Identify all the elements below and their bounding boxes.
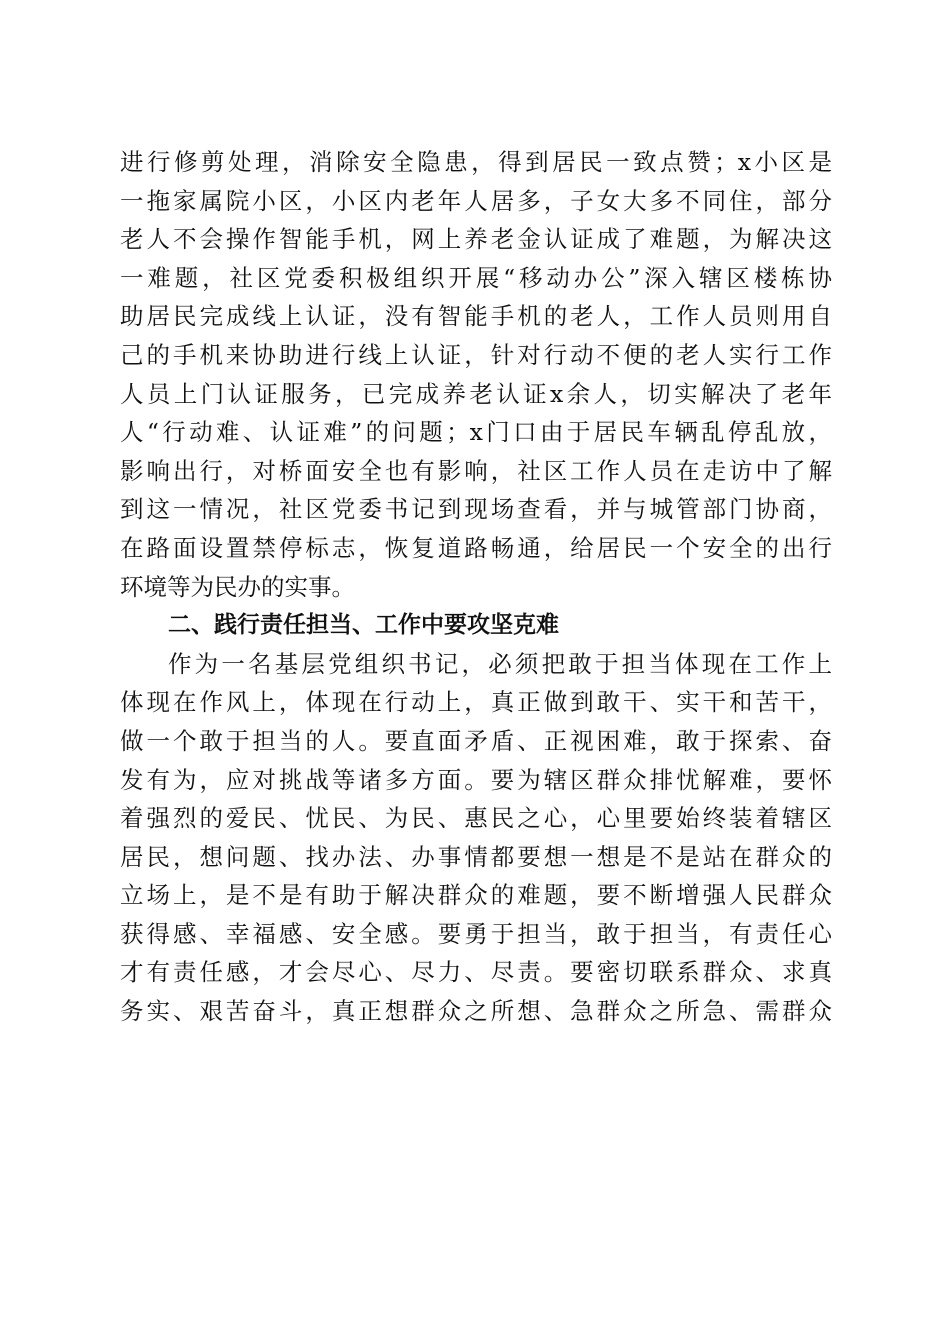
- paragraph-line: 环境等为民办的实事。: [120, 572, 355, 601]
- paragraph-line: 立场上，是不是有助于解决群众的难题，要不断增强人民群众: [120, 881, 832, 910]
- section-heading: 二、践行责任担当、工作中要攻坚克难: [168, 612, 559, 639]
- document-body: [120, 143, 832, 1031]
- paragraph-line: 进行修剪处理，消除安全隐患，得到居民一致点赞；x小区是: [120, 148, 832, 176]
- paragraph-line: 影响出行，对桥面安全也有影响，社区工作人员在走访中了解: [120, 456, 832, 485]
- paragraph-line: 到这一情况，社区党委书记到现场查看，并与城管部门协商，: [120, 495, 832, 524]
- paragraph-line: 才有责任感，才会尽心、尽力、尽责。要密切联系群众、求真: [120, 958, 832, 987]
- paragraph-line: 务实、艰苦奋斗，真正想群众之所想、急群众之所急、需群众: [120, 997, 832, 1026]
- paragraph-line: 人“行动难、认证难”的问题；x门口由于居民车辆乱停乱放，: [120, 418, 832, 447]
- paragraph-line: 获得感、幸福感、安全感。要勇于担当，敢于担当，有责任心: [120, 919, 832, 948]
- paragraph-line: 着强烈的爱民、忧民、为民、惠民之心，心里要始终装着辖区: [120, 804, 832, 833]
- paragraph-line: 在路面设置禁停标志，恢复道路畅通，给居民一个安全的出行: [120, 533, 832, 562]
- paragraph-line: 居民，想问题、找办法、办事情都要想一想是不是站在群众的: [120, 842, 832, 871]
- paragraph-line: 老人不会操作智能手机，网上养老金认证成了难题，为解决这: [120, 225, 832, 254]
- paragraph-line: 作为一名基层党组织书记，必须把敢于担当体现在工作上: [168, 649, 832, 678]
- paragraph-line: 体现在作风上，体现在行动上，真正做到敢干、实干和苦干，: [120, 688, 832, 717]
- paragraph-line: 发有为，应对挑战等诸多方面。要为辖区群众排忧解难，要怀: [120, 765, 832, 794]
- paragraph-line: 助居民完成线上认证，没有智能手机的老人，工作人员则用自: [120, 302, 832, 331]
- paragraph-line: 一难题，社区党委积极组织开展“移动办公”深入辖区楼栋协: [120, 263, 832, 292]
- paragraph-line: 做一个敢于担当的人。要直面矛盾、正视困难，敢于探索、奋: [120, 726, 832, 755]
- paragraph-line: 己的手机来协助进行线上认证，针对行动不便的老人实行工作: [120, 340, 832, 369]
- paragraph-line: 人员上门认证服务，已完成养老认证x余人，切实解决了老年: [120, 379, 832, 408]
- paragraph-line: 一拖家属院小区，小区内老年人居多，子女大多不同住，部分: [120, 186, 832, 215]
